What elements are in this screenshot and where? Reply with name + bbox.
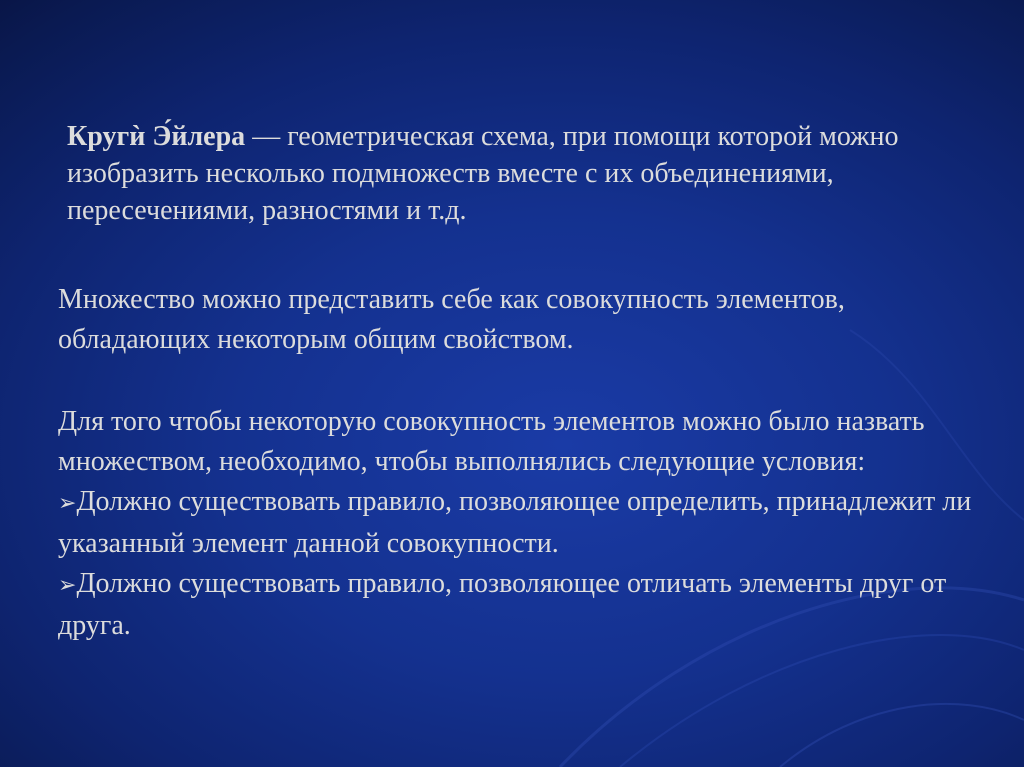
set-explanation <box>58 280 978 646</box>
condition-item-2 <box>58 564 978 646</box>
arrow-bullet-icon: ➢ <box>58 573 77 598</box>
condition-item-1 <box>58 482 978 564</box>
set-definition-paragraph: Множество можно представить себе как совокупность элементов, обладающих некоторым общим свойством. <box>58 284 845 355</box>
condition-text-1: Должно существовать правило, позволяющее определить, принадлежит ли указанный элемент данной совокупности. <box>58 486 972 559</box>
euler-circles-term: Кругѝ Э́йлера <box>67 121 246 152</box>
paragraph-spacer <box>58 360 978 402</box>
conditions-intro-paragraph: Для того чтобы некоторую совокупность элементов можно было назвать множеством, необходимо, чтобы выполнялись следующие условия: <box>58 406 925 477</box>
condition-text-2: Должно существовать правило, позволяющее отличать элементы друг от друга. <box>58 568 947 641</box>
euler-circles-definition <box>67 118 947 229</box>
arrow-bullet-icon: ➢ <box>58 491 77 516</box>
euler-circles-definition-text: — геометрическая схема, при помощи которой можно изобразить несколько подмножеств вместе с их объединениями, пересечениями, разностями и т.д. <box>67 121 899 226</box>
